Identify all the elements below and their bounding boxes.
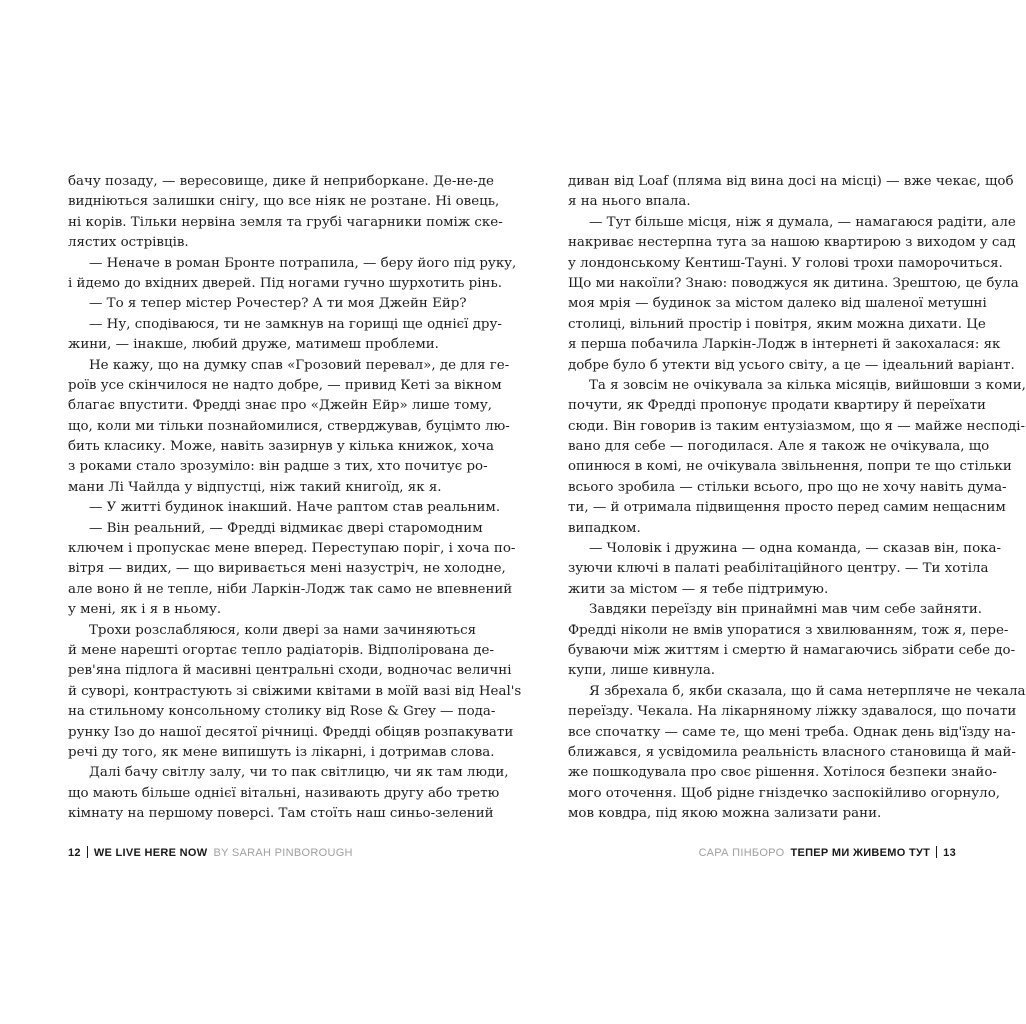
author-byline: BY SARAH PINBOROUGH [213,847,353,859]
text-line: речі ду того, як мене випишуть із лікарні, і дотримав слова. [68,744,495,760]
text-line: вітря — видих, — що виривається мені назустріч, не холодне, [68,561,506,577]
text-line: переїзду. Чекала. На лікарняному ліжку здавалося, що почати [568,704,1017,720]
text-line: опинюся в комі, не очікувала звільнення, попри те що стільки [568,459,1012,475]
text-line: мани Лі Чайлда у відпустці, ніж такий книгоїд, як я. [68,479,442,495]
text-line: лястих острівців. [68,235,189,251]
page-number: 13 [943,847,956,859]
text-line: я перша побачила Ларкін-Лодж в інтернеті й закохалася: як [568,337,1001,353]
text-line: столиці, вільний простір і повітря, яким можна дихати. Це [568,316,986,332]
text-line: все спочатку — саме те, що мені треба. Однак день від'їзду на- [568,724,1016,740]
text-line: й мене нарешті огортає тепло радіаторів. Відполірована де- [68,642,494,658]
text-line: мого оточення. Щоб рідне гніздечко заспокійливо огорнуло, [568,785,1001,801]
text-line: випадком. [568,520,641,536]
text-line: же пошкодувала про своє рішення. Хотілося безпеки знайо- [568,765,997,781]
text-line: всього зробила — стільки всього, про що не хочу навіть дума- [568,479,1007,495]
text-line: жити за містом — я тебе підтримую. [568,581,829,597]
text-line: Я збрехала б, якби сказала, що й сама нетерпляче не чекала [589,683,1026,699]
text-line: — Тут більше місця, ніж я думала, — намагаюся радіти, але [589,214,1016,230]
text-line: Що ми накоїли? Знаю: поводжуся як дитина. Зрештою, це була [568,275,1019,291]
text-line: рунку Ізо до нашої десятої річниці. Фредді обіцяв розпакувати [68,724,514,740]
left-page-body [68,172,522,825]
text-line: зуючи ключі в палаті реабілітаційного центру. — Ти хотіла [568,561,989,577]
text-line: ближався, я усвідомила реальність власного становища й май- [568,744,1016,760]
text-line: жини, — інакше, любий друже, матимеш проблеми. [68,337,439,353]
text-line: у мені, як і я в ньому. [68,602,222,618]
running-footer-left [68,846,353,859]
book-title: ТЕПЕР МИ ЖИВЕМО ТУТ [790,847,931,859]
text-line: буваючи між життям і смертю й намагаючись зібрати себе до- [568,642,1016,658]
text-line: Далі бачу світлу залу, чи то пак світлицю, чи як там люди, [89,765,509,781]
text-line: Фредді ніколи не вмів упоратися з хвилюванням, тож я, пере- [568,622,1009,638]
text-line: кімнату на першому поверсі. Там стоїть наш синьо-зелений [68,806,494,822]
text-line: — То я тепер містер Рочестер? А ти моя Джейн Ейр? [89,296,467,312]
text-line: і йдемо до вхідних дверей. Під ногами гучно шурхотить рінь. [68,275,503,291]
text-line: мов ковдра, під якою можна зализати рани. [568,806,882,822]
text-line: ти, — й отримала підвищення просто перед самим нещасним [568,500,1006,516]
text-line: рев'яна підлога й масивні центральні сходи, водночас величні [68,663,512,679]
text-line: моя мрія — будинок за містом далеко від шаленої метушні [568,296,987,312]
text-line: почути, як Фредді пропонує продати квартиру й переїхати [568,398,986,414]
text-line: накриває нестерпна туга за нашою квартирою з виходом у сад [568,235,1016,251]
text-line: бачу позаду, — вересовище, дике й неприборкане. Де-не-де [68,174,494,189]
text-line: диван від Loaf (пляма від вина досі на місці) — вже чекає, щоб [568,174,1014,189]
author-name: САРА ПІНБОРО [698,847,785,859]
text-line: бить класику. Може, навіть зазирнув у кілька книжок, хоча [68,439,495,455]
text-line: — У житті будинок інакший. Наче раптом став реальним. [89,500,501,516]
text-line: ключем і пропускає мене вперед. Переступаю поріг, і хоча по- [68,541,516,557]
text-line: вано для себе — погодилася. Але я також не очікувала, що [568,439,990,455]
text-line: що мають більше однієї вітальні, називають другу або третю [68,785,500,801]
text-line: Трохи розслабляюся, коли двері за нами зачиняються [89,622,477,638]
text-line: — Ну, сподіваюся, ти не замкнув на горищі ще однієї дру- [89,316,502,332]
footer-divider [87,846,88,858]
text-line: ні корів. Тільки нервіна земля та грубі чагарники поміж ске- [68,214,503,230]
text-line: — Він реальний, — Фредді відмикає двері старомодним [89,520,483,536]
text-line: у лондонському Кентиш-Тауні. У голові трохи паморочиться. [568,255,1003,271]
book-title: WE LIVE HERE NOW [93,847,208,859]
text-line: я на нього впала. [568,194,691,210]
running-footer-right [699,846,956,859]
text-line: й суворі, контрастують зі свіжими квітами в моїй вазі від Heal's [68,683,522,699]
text-line: Та я зовсім не очікувала за кілька місяців, вийшовши з коми, [589,377,1026,393]
text-line: — Неначе в роман Бронте потрапила, — беру його під руку, [89,255,517,271]
text-line: роїв усе скінчилося не надто добре, — привид Кеті за вікном [68,377,502,393]
page-number: 12 [68,847,81,859]
text-line: з роками стало зрозуміло: він радше з тих, хто почитує ро- [68,459,488,475]
text-line: Завдяки переїзду він принаймні мав чим себе зайняти. [589,602,983,618]
text-line: на стильному консольному столику від Rose & Grey — пода- [68,704,496,720]
text-line: видніються залишки снігу, що все ніяк не розтане. Ні овець, [68,194,500,210]
text-line: Не кажу, що на думку спав «Грозовий перевал», де для ге- [89,357,510,373]
text-line: благає впустити. Фредді знає про «Джейн Ейр» лише тому, [68,398,492,414]
text-line: добре було б утекти від усього світу, а це — ідеальний варіант. [568,357,1015,373]
text-line: купи, лише кивнула. [568,663,716,679]
footer-divider [936,846,937,858]
text-line: — Чоловік і дружина — одна команда, — сказав він, пока- [589,541,1002,557]
text-line: сюди. Він говорив із таким ентузіазмом, що я — майже несподі- [568,418,1026,434]
right-page-body [568,172,1026,825]
text-line: що, коли ми тільки познайомилися, стверджував, буцімто лю- [68,418,510,434]
text-line: але воно й не тепле, ніби Ларкін-Лодж так само не впевнений [68,581,513,597]
